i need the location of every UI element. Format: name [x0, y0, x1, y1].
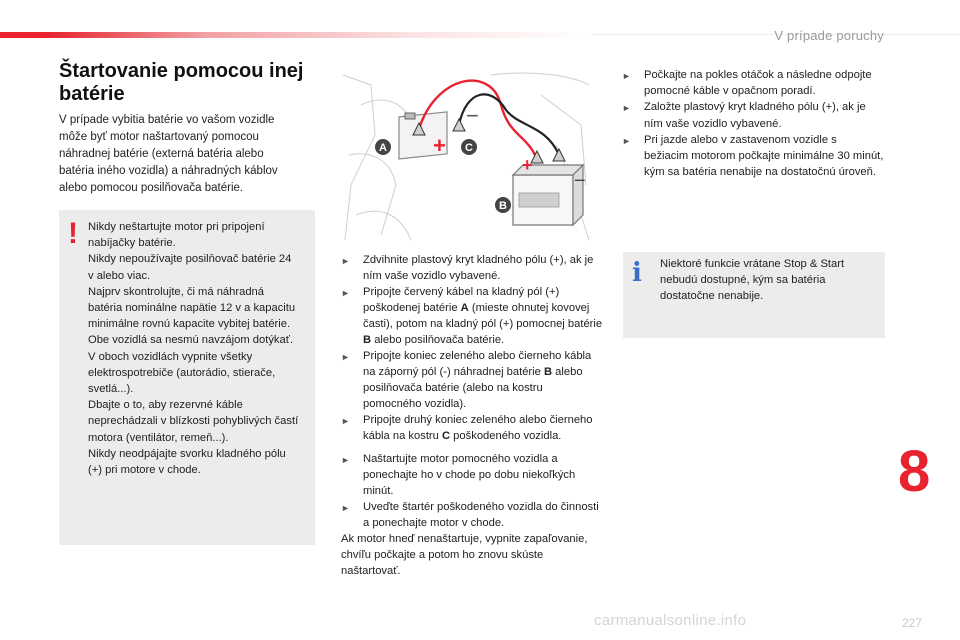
steps-column-1	[341, 252, 603, 579]
step-text: (mieste ohnutej kovovej časti), potom na kladný pól (+) pomocnej batérie	[363, 302, 603, 330]
step-text: Zdvihnite plastový kryt kladného pólu (+), ak je ním vaše vozidlo vybavené.	[363, 254, 594, 282]
step-text: Pri jazde alebo v zastavenom vozidle s bežiacim motorom počkajte minimálne 30 minút, kým sa batéria nenabije na dostatočnú úroveň.	[644, 133, 884, 179]
info-icon: i	[632, 258, 642, 288]
step-text: Pripojte koniec zeleného alebo čierneho kábla na záporný pól (-) náhradnej batérie	[363, 350, 592, 378]
step-text: poškodeného vozidla.	[450, 430, 562, 442]
step-text: Pripojte druhý koniec zeleného alebo čierneho kábla na kostru	[363, 414, 593, 442]
step-text: Založte plastový kryt kladného pólu (+), ak je ním vaše vozidlo vybavené.	[644, 101, 866, 130]
warning-text	[88, 219, 300, 478]
page-number: 227	[901, 616, 922, 630]
bullet-arrow-icon: ►	[341, 455, 350, 465]
intro-paragraph: V prípade vybitia batérie vo vašom vozidle môže byť motor naštartovaný pomocou náhradnej batérie (externá batéria alebo batéria iného vozidla) a náhradných káblov alebo pomocou posilňovača batérie.	[59, 114, 278, 194]
list-item	[341, 451, 603, 499]
list-item	[622, 99, 884, 131]
bullet-arrow-icon: ►	[622, 103, 631, 114]
bullet-arrow-icon: ►	[341, 352, 350, 362]
steps-column-2	[622, 67, 884, 180]
step-text: Naštartujte motor pomocného vozidla a ponechajte ho v chode po dobu niekoľkých minút.	[363, 453, 576, 497]
warning-line: Obe vozidlá sa nesmú navzájom dotýkať.	[88, 334, 294, 347]
list-item	[341, 252, 603, 284]
watermark: carmanualsonline.info	[594, 612, 747, 629]
step-text: alebo posilňovača batérie (alebo na kostru pomocného vozidla).	[363, 366, 583, 410]
label-b: B	[499, 200, 507, 212]
list-item	[341, 348, 603, 412]
list-item	[341, 412, 603, 444]
minus-sign: −	[466, 103, 479, 128]
retry-note: Ak motor hneď nenaštartuje, vypnite zapaľovanie, chvíľu počkajte a potom ho znovu skúste naštartovať.	[341, 533, 588, 577]
list-item	[341, 499, 603, 531]
bullet-arrow-icon: ►	[341, 503, 350, 513]
step-text: Uveďte štartér poškodeného vozidla do činnosti a ponechajte motor v chode.	[363, 501, 599, 529]
step-bold-label: B	[363, 334, 372, 346]
bullet-arrow-icon: ►	[622, 71, 631, 81]
step-text: Pripojte červený kábel na kladný pól (+) poškodenej batérie	[363, 286, 560, 314]
bullet-arrow-icon: ►	[341, 288, 350, 298]
step-text: alebo posilňovača batérie.	[371, 334, 505, 346]
step-bold-label: C	[441, 430, 451, 442]
exclamation-icon: !	[68, 217, 78, 250]
list-item	[622, 132, 884, 181]
warning-line: Dbajte o to, aby rezervné káble neprechádzali v blízkosti pohyblivých častí motora (ventilátor, remeň...).	[88, 399, 299, 444]
step-bold-label: B	[543, 366, 553, 378]
label-a: A	[379, 142, 387, 154]
bullet-arrow-icon: ►	[622, 135, 631, 146]
page-title: Štartovanie pomocou inej batérie	[59, 60, 304, 105]
info-text: Niektoré funkcie vrátane Stop & Start nebudú dostupné, kým sa batéria dostatočne nenabije.	[660, 258, 845, 303]
warning-line: Nikdy neodpájajte svorku kladného pólu (+) pri motore v chode.	[88, 447, 286, 477]
plus-sign: +	[433, 133, 446, 158]
header-accent-bar	[0, 32, 590, 38]
jump-start-illustration	[341, 65, 591, 245]
list-item	[622, 67, 884, 99]
warning-line: V oboch vozidlách vypnite všetky elektrospotrebiče (autorádio, stierače, svetlá...).	[88, 350, 276, 396]
warning-line: Najprv skontrolujte, či má náhradná batéria nominálne napätie 12 v a kapacitu minimálne rovnú kapacite vybitej batérie.	[88, 285, 296, 331]
chapter-number: 8	[898, 439, 931, 504]
bullet-arrow-icon: ►	[341, 416, 350, 426]
step-bold-label: A	[460, 302, 469, 314]
bullet-arrow-icon: ►	[341, 256, 350, 266]
section-title: V prípade poruchy	[774, 28, 884, 43]
warning-line: Nikdy nepoužívajte posilňovač batérie 24 v alebo viac.	[88, 253, 292, 282]
label-c: C	[465, 142, 473, 154]
warning-line: Nikdy neštartujte motor pri pripojení nabíjačky batérie.	[88, 221, 265, 250]
list-item	[341, 284, 603, 348]
booster-minus-sign: −	[574, 170, 586, 192]
step-text: Počkajte na pokles otáčok a následne odpojte pomocné káble v opačnom poradí.	[644, 69, 872, 98]
booster-plus-sign: +	[522, 155, 533, 175]
